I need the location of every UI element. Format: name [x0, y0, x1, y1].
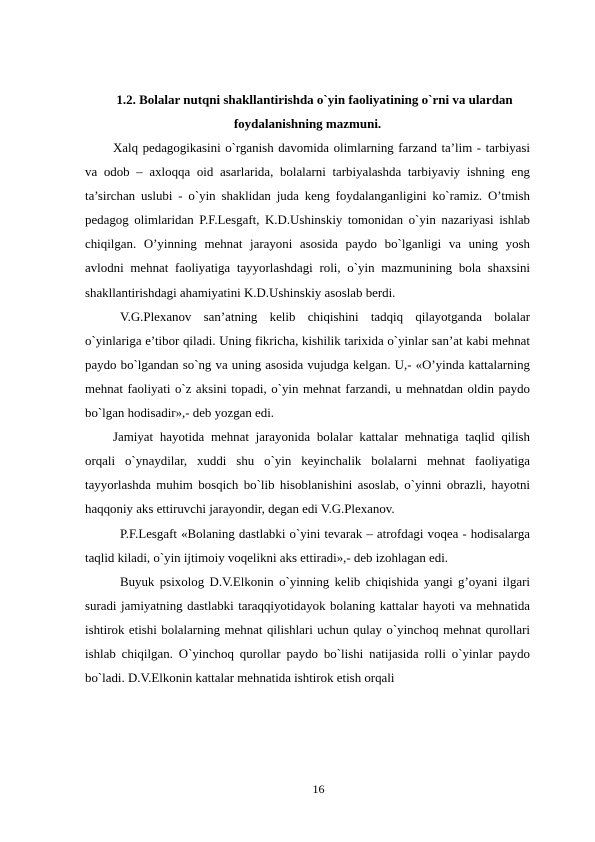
- paragraph-1: Xalq pedagogikasini o`rganish davomida olimlarning farzand ta’lim - tarbiyasi va odob – axloqqa oid asarlarida, bolalarni tarbiyalashda tarbiyaviy ishning eng ta’sirchan uslubi - o`yin shaklidan juda keng foydalanganligini ko`ramiz. O’tmish pedagog olimlaridan P.F.Lesgaft, K.D.Ushinskiy tomonidan o`yin nazariyasi ishlab chiqilgan. O’yinning mehnat jarayoni asosida paydo bo`lganligi va uning yosh avlodni mehnat faoliyatiga tayyorlashdagi roli, o`yin mazmunining bola shaxsini shakllantirishdagi ahamiyatini K.D.Ushinskiy asoslab berdi.: [85, 141, 530, 300]
- section-heading: [85, 88, 530, 136]
- paragraph-3: Jamiyat hayotida mehnat jarayonida bolalar kattalar mehnatiga taqlid qilish orqali o`ynaydilar, xuddi shu o`yin keyinchalik bolalarni mehnat faoliyatiga tayyorlashda muhim bosqich bo`lib hisoblanishini asoslab, o`yinni obrazli, hayotni haqqoniy aks ettiruvchi jarayondir, degan edi V.G.Plexanov.: [85, 430, 530, 517]
- paragraph-4: P.F.Lesgaft «Bolaning dastlabki o`yini tevarak – atrofdagi voqea - hodisalarga taqlid kiladi, o`yin ijtimoiy voqelikni aks ettiradi»,- deb izohlagan edi.: [85, 526, 530, 565]
- section-heading-line-1: 1.2. Bolalar nutqni shakllantirishda o`yin faoliyatining o`rni va ulardan: [116, 92, 513, 107]
- paragraph-2: V.G.Plexanov san’atning kelib chiqishini tadqiq qilayotganda bolalar o`yinlariga e’tibor qiladi. Uning fikricha, kishilik tarixida o`yinlar san’at kabi mehnat paydo bo`lgandan so`ng va uning asosida vujudga kelgan. U,- «O’yinda kattalarning mehnat faoliyati o`z aksini topadi, o`yin mehnat farzandi, u mehnatdan oldin paydo bo`lgan hodisadir»,- deb yozgan edi.: [85, 309, 530, 421]
- document-page: [85, 88, 530, 690]
- page-number: 16: [312, 782, 325, 796]
- section-heading-line-2: foydalanishning mazmuni.: [233, 116, 382, 131]
- paragraph-5: Buyuk psixolog D.V.Elkonin o`yinning kelib chiqishida yangi g’oyani ilgari suradi jamiyatning dastlabki taraqqiyotidayok bolaning kattalar hayoti va mehnatida ishtirok etishi bolalarning mehnat qilishlari uchun qulay o`yinchoq mehnat qurollari ishlab chiqilgan. O`yinchoq qurollar paydo bo`lishi natijasida rolli o`yinlar paydo bo`ladi. D.V.Elkonin kattalar mehnatida ishtirok etish orqali: [85, 574, 530, 686]
